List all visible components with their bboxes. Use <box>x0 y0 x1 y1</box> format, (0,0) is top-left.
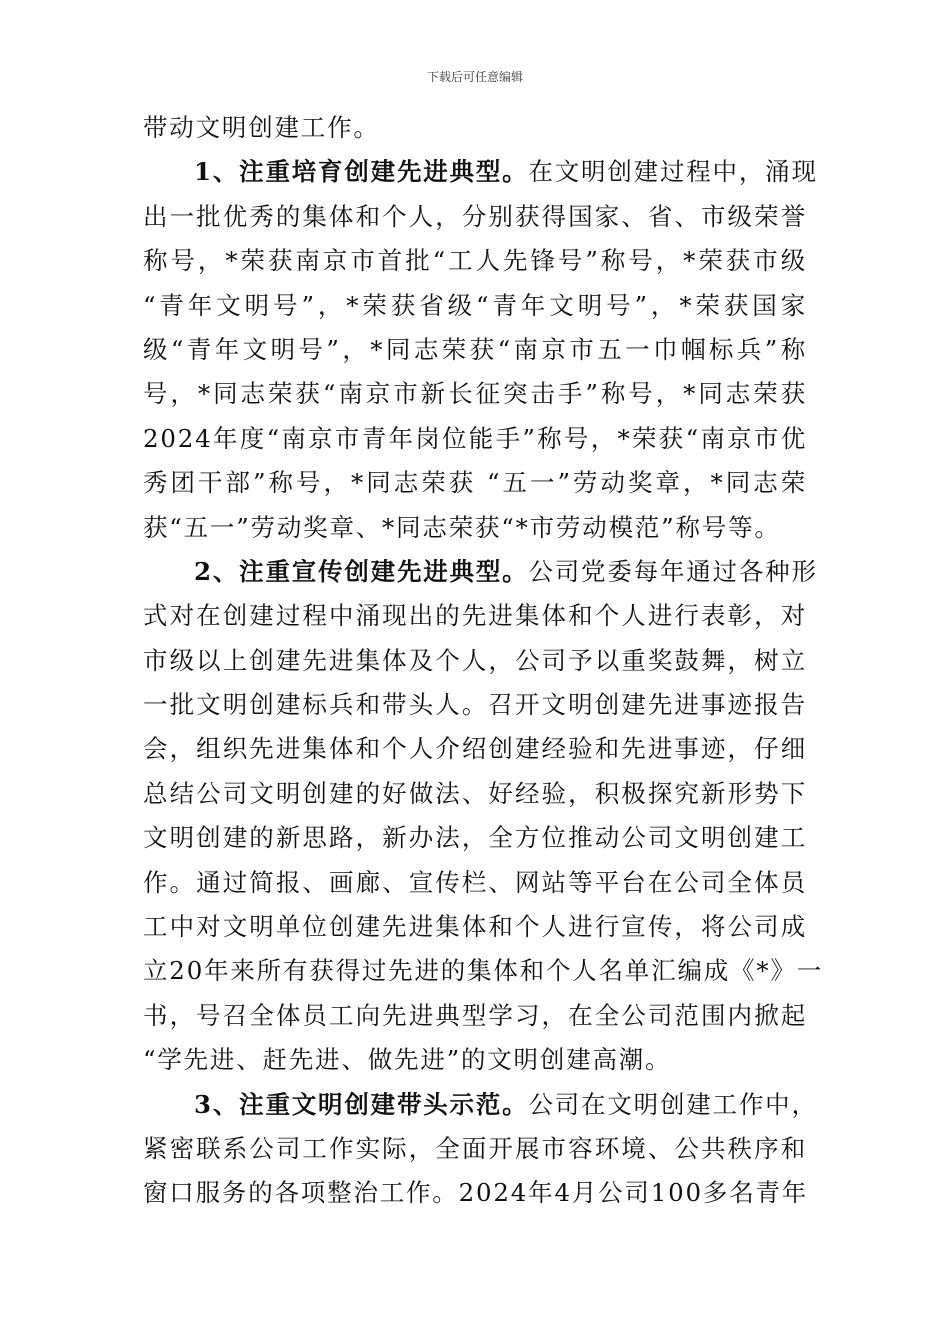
text-line <box>143 461 807 505</box>
line-text: 秀团干部”称号，*同志荣获 “五一”劳动奖章，*同志荣 <box>143 468 807 498</box>
text-line <box>143 1171 807 1215</box>
line-text: 公司党委每年通过各种形 <box>528 556 818 586</box>
line-text: 紧密联系公司工作实际，全面开展市容环境、公共秩序和 <box>143 1133 807 1163</box>
text-line <box>143 949 824 993</box>
text-line <box>143 1127 807 1171</box>
text-line <box>143 195 807 239</box>
line-text: 称号，*荣获南京市首批“工人先锋号”称号，*荣获市级 <box>143 246 807 276</box>
line-text: 市级以上创建先进集体及个人，公司予以重奖鼓舞，树立 <box>143 645 807 675</box>
section-heading: 1、注重培育创建先进典型。 <box>194 157 529 187</box>
line-text: 号，*同志荣获“南京市新长征突击手”称号，*同志荣获 <box>143 379 807 409</box>
section-heading: 3、注重文明创建带头示范。 <box>194 1089 529 1119</box>
text-line <box>143 150 818 194</box>
text-line <box>143 816 807 860</box>
text-line <box>143 905 807 949</box>
line-text: 作。通过简报、画廊、宣传栏、网站等平台在公司全体员 <box>143 867 807 897</box>
text-line <box>143 1083 818 1127</box>
text-line <box>143 639 807 683</box>
text-line <box>143 1038 807 1082</box>
text-line <box>143 683 807 727</box>
line-text: 2024年度“南京市青年岗位能手”称号，*荣获“南京市优 <box>143 423 807 453</box>
text-line <box>143 550 818 594</box>
text-line <box>143 727 807 771</box>
line-text: 出一批优秀的集体和个人，分别获得国家、省、市级荣誉 <box>143 201 807 231</box>
page-header: 下载后可任意编辑 <box>426 70 523 84</box>
text-line <box>143 239 807 283</box>
line-text: 一批文明创建标兵和带头人。召开文明创建先进事迹报告 <box>143 690 807 720</box>
text-line <box>143 417 807 461</box>
line-text: 工中对文明单位创建先进集体和个人进行宣传，将公司成 <box>143 912 807 942</box>
line-text: 获“五一”劳动奖章、*同志荣获“*市劳动模范”称号等。 <box>143 512 781 542</box>
line-text: “学先进、赶先进、做先进”的文明创建高潮。 <box>143 1045 672 1075</box>
document-body <box>143 106 824 1216</box>
line-text: 总结公司文明创建的好做法、好经验，积极探究新形势下 <box>143 778 807 808</box>
line-text: 带动文明创建工作。 <box>143 113 380 142</box>
text-line <box>143 772 807 816</box>
text-line <box>143 106 807 150</box>
line-text: 会，组织先进集体和个人介绍创建经验和先进事迹，仔细 <box>143 734 807 764</box>
text-line <box>143 861 807 905</box>
line-text: 级“青年文明号”，*同志荣获“南京市五一巾帼标兵”称 <box>143 334 807 364</box>
line-text: 式对在创建过程中涌现出的先进集体和个人进行表彰，对 <box>143 601 807 631</box>
line-text: 立20年来所有获得过先进的集体和个人名单汇编成《*》一 <box>143 956 824 986</box>
line-text: 文明创建的新思路，新办法，全方位推动公司文明创建工 <box>143 823 807 853</box>
text-line <box>143 994 807 1038</box>
line-text: “青年文明号”，*荣获省级“青年文明号”，*荣获国家 <box>143 290 807 320</box>
line-text: 公司在文明创建工作中， <box>528 1089 818 1119</box>
line-text: 窗口服务的各项整治工作。2024年4月公司100多名青年 <box>143 1178 809 1208</box>
text-line <box>143 328 807 372</box>
section-heading: 2、注重宣传创建先进典型。 <box>194 556 529 586</box>
text-line <box>143 284 807 328</box>
line-text: 书，号召全体员工向先进典型学习，在全公司范围内掀起 <box>143 1000 807 1030</box>
line-text: 在文明创建过程中，涌现 <box>528 157 818 187</box>
text-line <box>143 506 807 550</box>
text-line <box>143 372 807 416</box>
text-line <box>143 594 807 638</box>
